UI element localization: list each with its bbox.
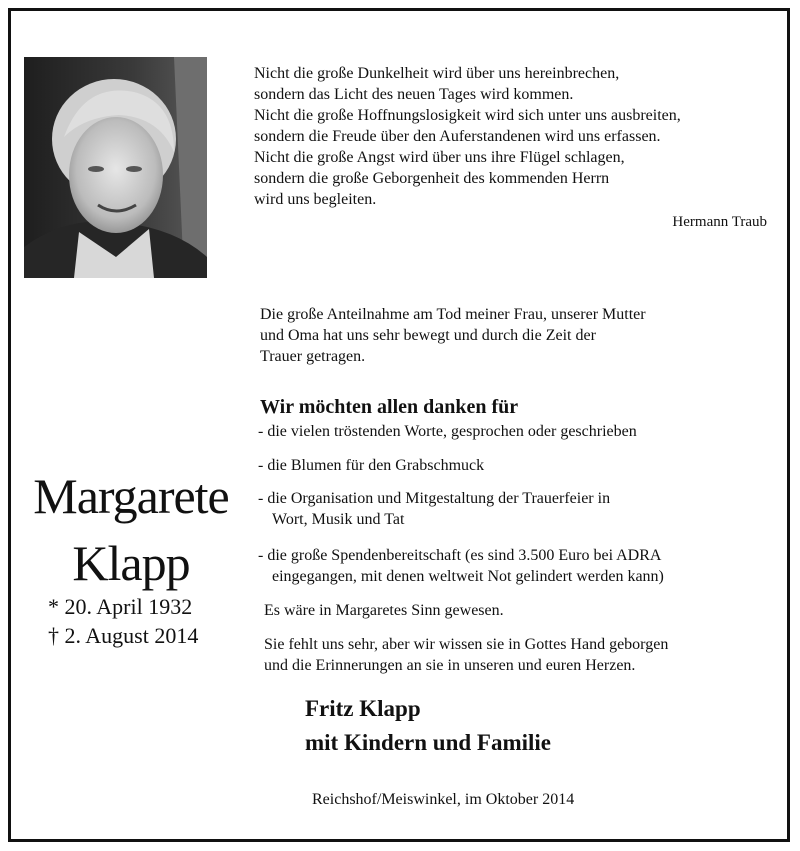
signature-family: mit Kindern und Familie (305, 730, 551, 755)
closing-sinn: Es wäre in Margaretes Sinn gewesen. (264, 602, 504, 619)
deceased-first-name: Margarete (33, 468, 229, 524)
poem-line: Nicht die große Angst wird über uns ihre Flügel schlagen, (254, 149, 625, 166)
thanks-item (258, 455, 484, 476)
poem-text (254, 63, 681, 210)
deceased-last-name: Klapp (72, 535, 190, 591)
thanks-item-continuation: eingegangen, mit denen weltweit Not gelindert werden kann) (272, 568, 664, 585)
intro-line: und Oma hat uns sehr bewegt und durch die Zeit der (260, 327, 596, 344)
poem-author: Hermann Traub (672, 214, 767, 230)
intro-line: Trauer getragen. (260, 348, 366, 365)
poem-line: sondern das Licht des neuen Tages wird kommen. (254, 86, 574, 103)
thanks-item-text: - die große Spendenbereitschaft (es sind 3.500 Euro bei ADRA (258, 547, 662, 564)
thanks-item (258, 421, 637, 442)
thanks-item-text: - die vielen tröstenden Worte, gesprochen oder geschrieben (258, 423, 637, 440)
closing-line: und die Erinnerungen an sie in unseren und euren Herzen. (264, 657, 636, 674)
place-date: Reichshof/Meiswinkel, im Oktober 2014 (312, 791, 575, 808)
poem-line: sondern die große Geborgenheit des kommenden Herrn (254, 170, 610, 187)
closing-line: Sie fehlt uns sehr, aber wir wissen sie in Gottes Hand geborgen (264, 636, 669, 653)
thanks-item (258, 488, 610, 530)
intro-text (260, 304, 646, 367)
intro-line: Die große Anteilnahme am Tod meiner Frau, unserer Mutter (260, 306, 646, 323)
death-date: † 2. August 2014 (48, 623, 199, 648)
thanks-item-text: - die Organisation und Mitgestaltung der Trauerfeier in (258, 490, 611, 507)
poem-line: Nicht die große Hoffnungslosigkeit wird sich unter uns ausbreiten, (254, 107, 681, 124)
poem-line: sondern die Freude über den Auferstandenen wird uns erfassen. (254, 128, 661, 145)
poem-line: wird uns begleiten. (254, 191, 377, 208)
signature-name: Fritz Klapp (305, 696, 421, 721)
birth-date: * 20. April 1932 (48, 594, 193, 619)
poem-line: Nicht die große Dunkelheit wird über uns hereinbrechen, (254, 65, 620, 82)
thanks-item (258, 545, 664, 587)
portrait-photo (24, 57, 207, 278)
thanks-item-text: - die Blumen für den Grabschmuck (258, 457, 485, 474)
portrait-image (24, 57, 207, 278)
thanks-item-continuation: Wort, Musik und Tat (272, 511, 405, 528)
thanks-heading: Wir möchten allen danken für (260, 396, 519, 418)
